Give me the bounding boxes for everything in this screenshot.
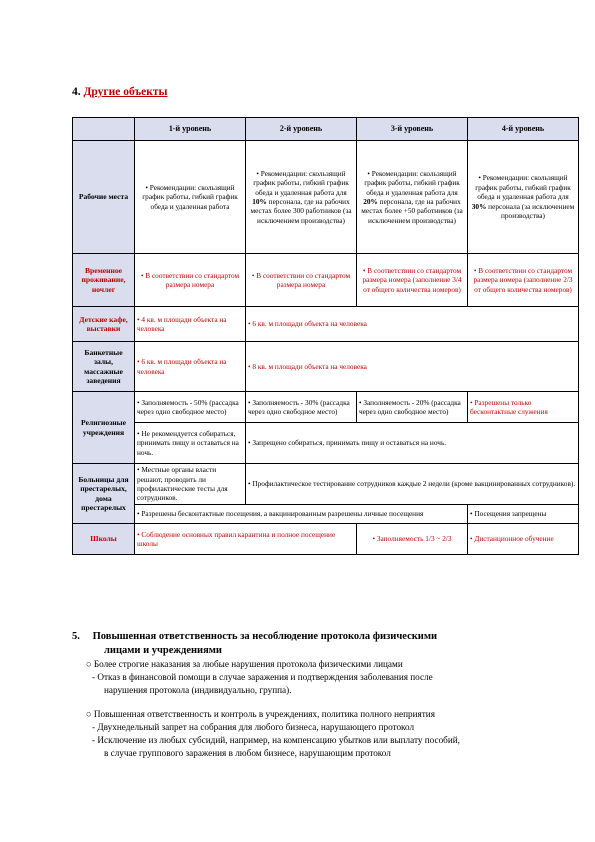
- row-label-workplaces: Рабочие места: [73, 141, 135, 254]
- table-header-row: [73, 118, 579, 141]
- bullet-1-sub-1a: - Отказ в финансовой помощи в случае заражения и подтверждения заболевания после: [92, 672, 433, 682]
- cell-workplaces-l4: • Рекомендации: скользящий график работы, гибкий график обеда и удаленная работа для 30% персонала (за исключением производства): [468, 141, 579, 254]
- restrictions-table: [72, 117, 579, 555]
- bullet-1-sub-1b: нарушения протокола (индивидуально, группа).: [104, 685, 292, 695]
- cell-hospitals-b-l4: • Посещения запрещены: [468, 505, 579, 524]
- cell-religious-b-l2-4: • Запрещено собираться, принимать пищу и оставаться на ночь.: [246, 423, 579, 464]
- table-row-banquet: [73, 342, 579, 392]
- section-4-heading: [72, 86, 168, 98]
- cell-hospitals-a-l2-4: • Профилактическое тестирование сотрудников каждые 2 недели (кроме вакцинированных сотрудников).: [246, 464, 579, 505]
- table-row-schools: [73, 524, 579, 555]
- cell-schools-l4: • Дистанционное обучение: [468, 524, 579, 555]
- cell-kids-cafe-l1: • 4 кв. м площади объекта на человека: [135, 307, 246, 342]
- section-5-heading: [72, 630, 527, 658]
- cell-kids-cafe-l2-4: • 6 кв. м площади объекта на человека: [246, 307, 579, 342]
- header-level-1: 1-й уровень: [135, 118, 246, 141]
- section-4-number: 4.: [72, 86, 81, 98]
- cell-workplaces-l2: • Рекомендации: скользящий график работы, гибкий график обеда и удаленная работа для 10% персонала, где на рабочих местах более 300 работников (за исключением производства): [246, 141, 357, 254]
- row-label-lodging: Временное проживание, ночлег: [73, 254, 135, 307]
- bullet-2-sub-1: - Двухнедельный запрет на собрания для любого бизнеса, нарушающего протокол: [92, 722, 415, 732]
- cell-workplaces-l3: • Рекомендации: скользящий график работы, гибкий график обеда и удаленная работа для 20% персонала, где на рабочих местах более +50 работников (за исключением производства): [357, 141, 468, 254]
- table-row-hospitals-a: [73, 464, 579, 505]
- table-row-lodging: [73, 254, 579, 307]
- header-level-4: 4-й уровень: [468, 118, 579, 141]
- bullet-institution-responsibility: ○ Повышенная ответственность и контроль в учреждениях, политика полного неприятия: [86, 709, 435, 719]
- cell-religious-a-l1: • Заполняемость - 50% (рассадка через одно свободное место): [135, 392, 246, 423]
- row-label-religious: Религиозные учреждения: [73, 392, 135, 464]
- table-row-hospitals-b: [73, 505, 579, 524]
- cell-lodging-l4: • В соответствии со стандартом размера номера (заполнение 2/3 от общего количества номеров): [468, 254, 579, 307]
- cell-religious-b-l1: • Не рекомендуется собираться, принимать пищу и оставаться на ночь.: [135, 423, 246, 464]
- cell-religious-a-l3: • Заполняемость - 20% (рассадка через одно свободное место): [357, 392, 468, 423]
- cell-hospitals-b-l1-3: • Разрешены бесконтактные посещения, а вакцинированным разрешены личные посещения: [135, 505, 468, 524]
- row-label-kids-cafe: Детские кафе, выставки: [73, 307, 135, 342]
- row-label-schools: Школы: [73, 524, 135, 555]
- cell-lodging-l1: • В соответствии со стандартом размера номера: [135, 254, 246, 307]
- cell-schools-l1-2: • Соблюдение основных правил карантина и полное посещение школы: [135, 524, 357, 555]
- cell-banquet-l2-4: • 8 кв. м площади объекта на человека: [246, 342, 579, 392]
- bullet-2-sub-2a: - Исключение из любых субсидий, например, на компенсацию убытков или выплату пособий,: [92, 735, 460, 745]
- bullet-2-sub-2b: в случае группового заражения в любом бизнесе, нарушающим протокол: [104, 748, 391, 758]
- table-row-kids-cafe: [73, 307, 579, 342]
- table-row-workplaces: [73, 141, 579, 254]
- cell-schools-l3: • Заполняемость 1/3 ~ 2/3: [357, 524, 468, 555]
- bullet-individual-penalties: ○ Более строгие наказания за любые нарушения протокола физическими лицами: [86, 659, 403, 669]
- table-row-religious-b: [73, 423, 579, 464]
- cell-workplaces-l1: • Рекомендации: скользящий график работы, гибкий график обеда и удаленная работа: [135, 141, 246, 254]
- cell-hospitals-a-l1: • Местные органы власти решают, проводить ли профилактические тесты для сотрудников.: [135, 464, 246, 505]
- section-5-title-line1: Повышенная ответственность за несоблюдение протокола физическими: [92, 631, 438, 642]
- row-label-hospitals: Больницы для престарелых, дома престарелых: [73, 464, 135, 524]
- cell-banquet-l1: • 6 кв. м площади объекта на человека: [135, 342, 246, 392]
- section-5-title-line2: лицами и учреждениями: [104, 645, 222, 657]
- header-level-3: 3-й уровень: [357, 118, 468, 141]
- section-5-number: 5.: [72, 631, 80, 642]
- header-level-2: 2-й уровень: [246, 118, 357, 141]
- header-corner: [73, 118, 135, 141]
- cell-religious-a-l4: • Разрешены только бесконтактные служения: [468, 392, 579, 423]
- section-4-title: Другие объекты: [83, 86, 168, 98]
- cell-lodging-l3: • В соответствии со стандартом размера номера (заполнение 3/4 от общего количества номеров): [357, 254, 468, 307]
- cell-lodging-l2: • В соответствии со стандартом размера номера: [246, 254, 357, 307]
- table-row-religious-a: [73, 392, 579, 423]
- cell-religious-a-l2: • Заполняемость - 30% (рассадка через одно свободное место): [246, 392, 357, 423]
- row-label-banquet: Банкетные залы, массажные заведения: [73, 342, 135, 392]
